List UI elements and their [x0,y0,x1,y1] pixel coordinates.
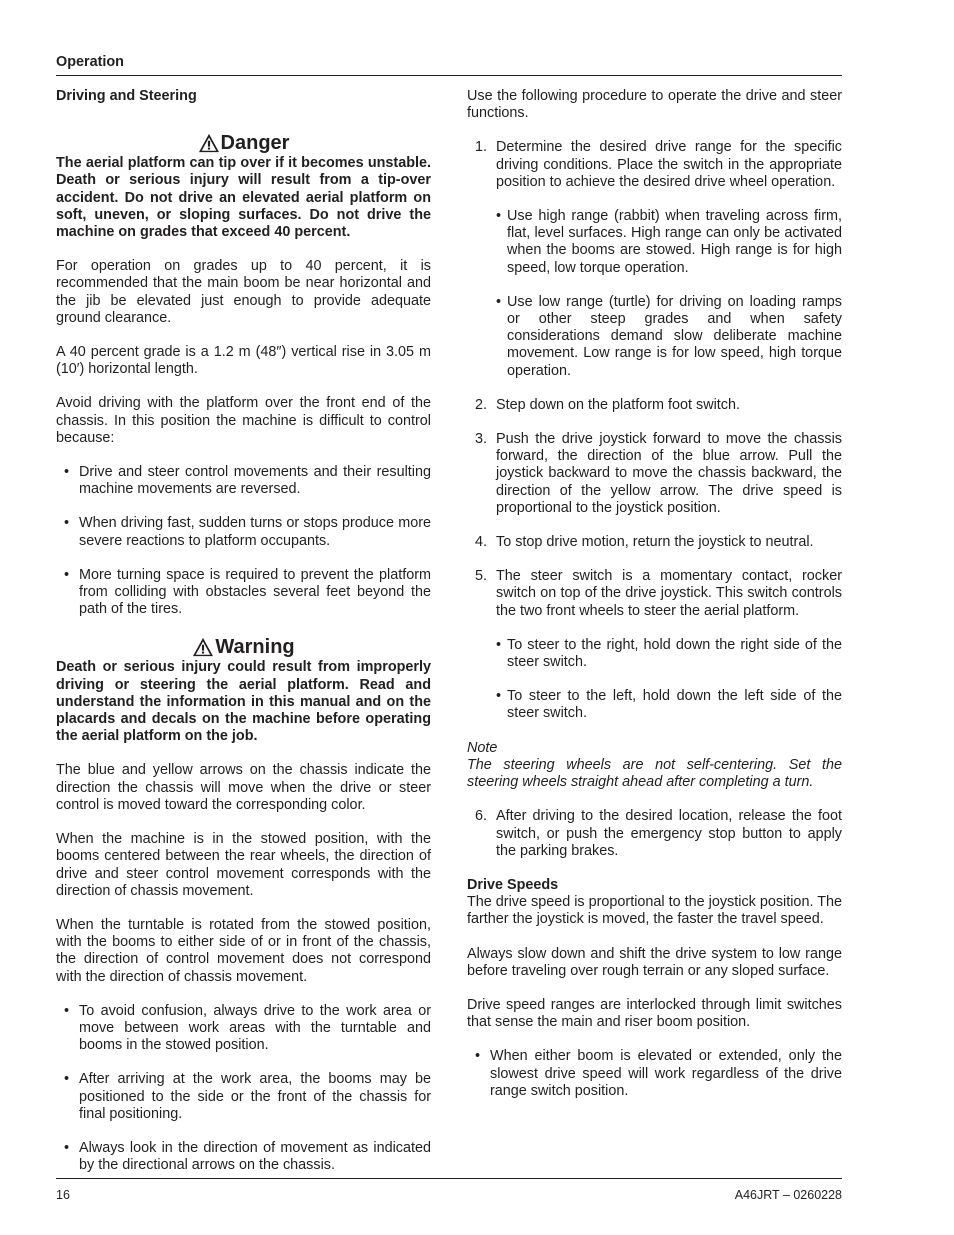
paragraph: Drive speed ranges are interlocked through limit switches that sense the main and riser boom position. [467,996,842,1031]
list-item: • Use high range (rabbit) when traveling across firm, flat, level surfaces. High range can only be activated when the booms are stowed. High range is for high speed, low torque operation. [496,208,842,277]
bullet-list [64,1003,431,1175]
list-item: • Use low range (turtle) for driving on loading ramps or other steep grades and when safety considerations demand slow deliberate machine movement. Low range is for low speed, high torque operation. [496,294,842,380]
list-item: • More turning space is required to prevent the platform from colliding with obstacles several feet beyond the path of the tires. [64,567,431,619]
step-item [475,431,842,517]
bullet-list [496,208,842,380]
step-item [475,534,842,551]
procedure-steps [475,139,842,722]
procedure-steps-continued [475,808,842,860]
warning-triangle-icon [192,637,214,657]
step-item [475,808,842,860]
step-number: 1. [475,139,488,156]
warning-title: Warning [56,635,431,659]
paragraph: The blue and yellow arrows on the chassis indicate the direction the chassis will move when the drive or steer control is moved toward the corresponding color. [56,762,431,813]
list-item: • When either boom is elevated or extended, only the slowest drive speed will work regardless of the drive range switch position. [475,1048,842,1100]
page-header [56,54,842,76]
paragraph: Use the following procedure to operate the drive and steer functions. [467,88,842,122]
bullet-list [496,637,842,723]
step-text: To stop drive motion, return the joystick to neutral. [496,534,814,551]
paragraph: A 40 percent grade is a 1.2 m (48″) vertical rise in 3.05 m (10′) horizontal length. [56,344,431,378]
step-text: Step down on the platform foot switch. [496,396,740,413]
bullet-list [64,464,431,618]
step-number: 3. [475,431,488,448]
section-heading: Driving and Steering [56,88,197,104]
step-text: Push the drive joystick forward to move the chassis forward, the direction of the blue arrow. Pull the joystick backward to move the chassis backward, the direction of the yellow arrow. The drive speed is proportional to the joystick position. [496,431,842,516]
step-text: The steer switch is a momentary contact, rocker switch on top of the drive joystick. This switch controls the two front wheels to steer the aerial platform. [496,568,842,619]
danger-title: Danger [56,131,431,155]
document-id: A46JRT – 0260228 [734,1188,842,1202]
step-number: 5. [475,568,488,585]
list-item: • Drive and steer control movements and their resulting machine movements are reversed. [64,464,431,498]
paragraph: When the machine is in the stowed position, with the booms centered between the rear wheels, the direction of drive and steer control movement corresponds with the direction of chassis movement. [56,831,431,899]
drive-speeds-heading: Drive Speeds [467,876,559,893]
left-column [56,88,431,1191]
warning-triangle-icon [198,133,220,153]
list-item: • To steer to the right, hold down the right side of the steer switch. [496,637,842,671]
list-item: • To steer to the left, hold down the left side of the steer switch. [496,688,842,722]
danger-text: The aerial platform can tip over if it becomes unstable. Death or serious injury will result from a tip-over accident. Do not drive an elevated aerial platform on soft, uneven, or sloping surfaces. Do not drive the machine on grades that exceed 40 percent. [56,155,431,241]
step-item [475,568,842,722]
note-label: Note [467,739,498,756]
step-number: 6. [475,808,488,825]
paragraph: For operation on grades up to 40 percent, it is recommended that the main boom be near horizontal and the jib be elevated just enough to provide adequate ground clearance. [56,258,431,326]
list-item: • When driving fast, sudden turns or stops produce more severe reactions to platform occupants. [64,515,431,549]
page-footer [56,1178,842,1202]
note-text: The steering wheels are not self-centering. Set the steering wheels straight ahead after completing a turn. [467,756,842,791]
paragraph: When the turntable is rotated from the stowed position, with the booms to either side of or in front of the chassis, the direction of control movement does not correspond with the direction of chassis movement. [56,916,431,985]
paragraph: Avoid driving with the platform over the front end of the chassis. In this position the machine is difficult to control because: [56,395,431,446]
step-item [475,397,842,414]
step-item [475,139,842,379]
paragraph: Always slow down and shift the drive system to low range before traveling over rough terrain or any sloped surface. [467,945,842,979]
page-number: 16 [56,1188,70,1202]
warning-text: Death or serious injury could result from improperly driving or steering the aerial platform. Read and understand the information in this manual and on the placards and decals on the machine before operating the aerial platform on the job. [56,659,431,745]
bullet-list [475,1048,842,1100]
step-text: Determine the desired drive range for the specific driving conditions. Place the switch in the appropriate position to achieve the desired drive wheel operation. [496,139,842,190]
step-text: After driving to the desired location, release the foot switch, or push the emergency stop button to apply the parking brakes. [496,808,842,859]
list-item: • To avoid confusion, always drive to the work area or move between work areas with the turntable and booms in the stowed position. [64,1003,431,1055]
paragraph: The drive speed is proportional to the joystick position. The farther the joystick is moved, the faster the travel speed. [467,894,842,928]
right-column [467,88,842,1117]
list-item: • After arriving at the work area, the booms may be positioned to the side or the front of the chassis for final positioning. [64,1071,431,1123]
step-number: 4. [475,534,488,551]
step-number: 2. [475,396,488,413]
section-title: Operation [56,54,124,70]
list-item: • Always look in the direction of movement as indicated by the directional arrows on the chassis. [64,1140,431,1174]
